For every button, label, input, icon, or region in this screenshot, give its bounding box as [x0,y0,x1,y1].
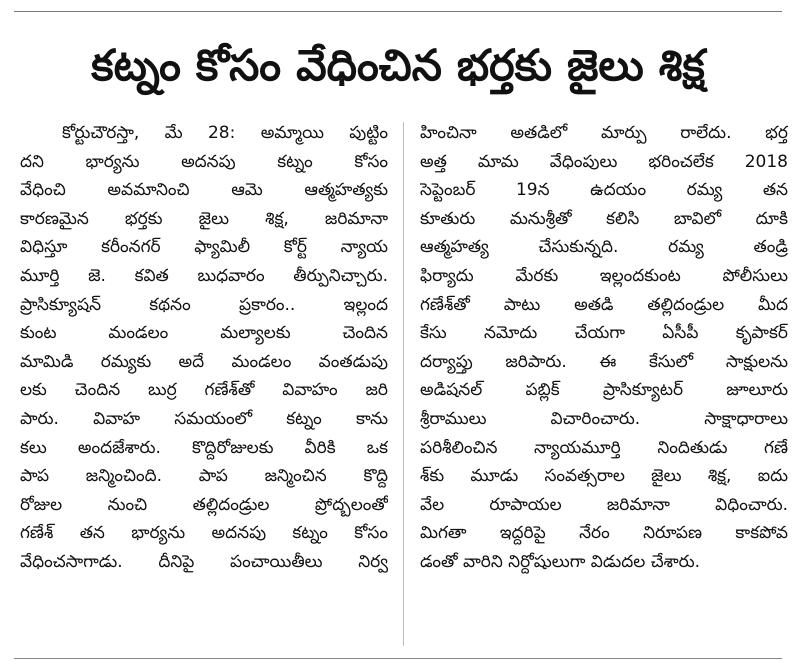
body-line: కోర్టుచౌరస్తా, మే 28: అమ్మాయి పుట్టిం [62,123,388,143]
body-line: శ్రీరాములు విచారించారు. సాక్షాధారాలు [420,408,788,429]
body-line: పరిశీలించిన న్యాయమూర్తి నిందితుడు గణే [420,437,788,458]
body-line: ప్రాసిక్యూషన్ కథనం ప్రకారం.. ఇల్లంద [20,294,388,315]
body-line: పాప జన్మించింది. పాప జన్మించిన కొద్ది [20,466,388,487]
body-line: మామిడి రమ్యకు అదే మండలం వంతడుపు [20,351,388,372]
body-line: కుంట మండలం మల్యాలకు చెందిన [20,323,388,344]
right-column [420,119,788,577]
headline: కట్నం కోసం వేధించిన భర్తకు జైలు శిక్ష [91,41,705,91]
body-line: వేల రూపాయల జరిమానా విధించారు. [420,494,788,515]
body-line: లకు చెందిన బుర్ర గణేశ్‌తో వివాహం జరి [20,380,388,401]
body-line: దని భార్యను అదనపు కట్నం కోసం [20,151,388,172]
body-line: వేధించసాగాడు. దీనిపై పంచాయితీలు నిర్వ [20,551,388,572]
body-line: కలు అందజేశారు. కొద్దిరోజులకు వీరికి ఒక [20,437,388,458]
body-line: అడిషనల్ పబ్లిక్ ప్రాసిక్యూటర్ జూలూరు [420,380,788,401]
body-line: కేసు నమోదు చేయగా ఏసీపీ కృపాకర్ [420,323,788,344]
body-line: ఆత్మహత్య చేసుకున్నది. రమ్య తండ్రి [420,237,788,258]
body-line: హించినా అతడిలో మార్పు రాలేదు. భర్త [420,123,788,143]
body-line: మిగతా ఇద్దరిపై నేరం నిరూపణ కాకపోవ [420,523,788,544]
column-divider [403,122,404,646]
body-line: అత్త మామ వేధింపులు భరించలేక 2018 [420,151,788,172]
body-line: గణేశ్‌తో పాటు అతడి తల్లిదండ్రుల మీద [420,294,788,315]
body-line: పారు. వివాహ సమయంలో కట్నం కాను [20,408,388,429]
body-line: సెప్టెంబర్ 19న ఉదయం రమ్య తన [420,180,788,201]
body-line: గణేశ్ తన భార్యను అదనపు కట్నం కోసం [20,523,388,544]
body-line: రోజుల నుంచి తల్లిదండ్రుల ప్రోద్బలంతో [20,494,388,515]
body-line: మూర్తి జె. కవిత బుధవారం తీర్పునిచ్చారు. [20,265,388,286]
top-rule [14,11,782,12]
body-line: కూతురు మనుశ్రీతో కలిసి బావిలో దూకి [420,208,788,229]
body-line: వేధించి అవమానించి ఆమె ఆత్మహత్యకు [20,180,388,201]
body-line: శ్‌కు మూడు సంవత్సరాల జైలు శిక్ష, ఐదు [420,466,788,487]
left-column [20,119,388,577]
body-line: విధిస్తూ కరీంనగర్ ఫ్యామిలీ కోర్ట్ న్యాయ [20,237,388,258]
body-line: కారణమైన భర్తకు జైలు శిక్ష, జరిమానా [20,208,388,229]
body-line: డంతో వారిని నిర్దోషులుగా విడుదల చేశారు. [420,551,701,572]
body-line: దర్యాప్తు జరిపారు. ఈ కేసులో సాక్షులను [420,351,788,372]
body-line: ఫిర్యాదు మేరకు ఇల్లందకుంట పోలీసులు [420,265,788,286]
bottom-rule [14,658,782,659]
